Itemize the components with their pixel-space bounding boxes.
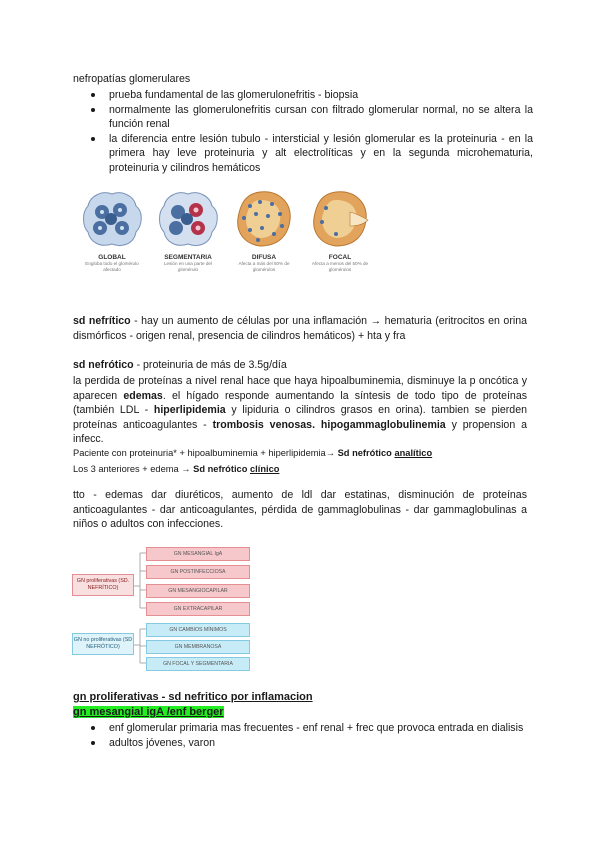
global-glomerulus-image <box>78 188 146 250</box>
figure-sublabel: Engloba todo el glomérulo afectado <box>85 261 139 272</box>
figure-global <box>78 188 146 273</box>
diagram-entry: GN MESANGIAL IgA <box>146 547 250 561</box>
bold-term: trombosis venosas. <box>212 418 316 431</box>
nefrotico-paragraph <box>73 374 527 447</box>
diagram-entry: GN EXTRACAPILAR <box>146 602 250 616</box>
bold-term: hiperlipidemia <box>153 404 226 416</box>
mesangial-bullet-list <box>73 721 533 750</box>
intro-bullet-list <box>73 88 533 175</box>
focal-kidney-image <box>306 188 374 250</box>
diagram-entry: GN MESANGIOCAPILAR <box>146 584 250 598</box>
analitico-line <box>73 446 432 461</box>
diagram-entry: GN POSTINFECCIOSA <box>146 565 250 579</box>
proliferativas-box: GN proliferativas (SD. NEFRÍTICO) <box>72 574 134 596</box>
figure-sublabel: Afecta a menos del 50% de glomérulos <box>311 261 369 272</box>
bold-term: hipogammaglobulinemia <box>320 418 446 431</box>
text-span: y lipiduria o cilindros grasos en orina). tambien se pierden proteínas anticoagulantes - <box>73 404 527 431</box>
clinico-line <box>73 462 279 477</box>
list-item: prueba fundamental de las glomerulonefritis - biopsia <box>73 88 533 103</box>
page-title: nefropatías glomerulares <box>73 73 191 85</box>
diagram-entry: GN MEMBRANOSA <box>146 640 250 654</box>
treatment-paragraph: tto - edemas dar diuréticos, aumento de ldl dar estatinas, disminución de proteínas anticoagulantes - dar anticoagulantes, pérdida de gammaglobulinas - dar gammaglobulinas a niños o adultos con infecciones. <box>73 489 527 530</box>
list-item: enf glomerular primaria mas frecuentes - enf renal + frec que provoca entrada en dialisis <box>73 721 533 736</box>
no-proliferativas-box: GN no proliferativas (SD NEFRÓTICO) <box>72 633 134 655</box>
text-span: Paciente con proteinuria* + hipoalbuminemia + hiperlipidemia→ <box>73 448 338 458</box>
figure-label: DIFUSA <box>251 254 277 261</box>
nefrotico-term: sd nefrótico <box>73 359 134 371</box>
nefrotico-heading <box>73 358 527 373</box>
glomerular-lesion-figure <box>78 188 378 293</box>
bold-term: edemas <box>123 389 163 402</box>
list-item: la diferencia entre lesión tubulo - intersticial y lesión glomerular es la proteinuria - en la primera hay leve proteinuria y alt electrolíticas y en la segunda microhematuria, proteinuria y cilindros hemáticos <box>73 132 533 176</box>
underlined-term: analítico <box>394 448 433 458</box>
list-item: adultos jóvenes, varon <box>73 736 533 751</box>
figure-focal <box>306 188 374 273</box>
nefrotico-text: - proteinuria de más de 3.5g/día <box>133 359 287 371</box>
figure-label: SEGMENTARIA <box>164 254 212 261</box>
figure-label: FOCAL <box>328 254 352 261</box>
section-heading-mesangial: gn mesangial igA /enf berger <box>73 706 224 718</box>
segmental-glomerulus-image <box>154 188 222 250</box>
text-span: . el hígado responde aumentando la síntesis de todo tipo de proteínas (también LDL - <box>73 389 528 416</box>
text-span: y propension a infecc. <box>73 418 527 445</box>
gn-classification-diagram <box>72 546 250 672</box>
section-heading-proliferativas: gn proliferativas - sd nefritico por inflamacion <box>73 691 313 703</box>
figure-difusa <box>230 188 298 273</box>
figure-label: GLOBAL <box>98 254 126 261</box>
nefritico-text: - hay un aumento de células por una inflamación → hematuria (eritrocitos en orina dismórficos - origen renal, presencia de cilindros hemáticos) + hta y fra <box>73 315 527 342</box>
bold-term: Sd nefrótico <box>193 464 250 474</box>
figure-sublabel: Afecta a más del 50% de glomérulos <box>238 261 290 272</box>
nefritico-term: sd nefrítico <box>73 315 131 327</box>
figure-segmentaria <box>154 188 222 273</box>
diagram-entry: GN FOCAL Y SEGMENTARIA <box>146 657 250 671</box>
underlined-term: clínico <box>249 464 280 474</box>
list-item: normalmente las glomerulonefritis cursan con filtrado glomerular normal, no se altera la función renal <box>73 103 533 132</box>
diffuse-kidney-image <box>230 188 298 250</box>
diagram-entry: GN CAMBIOS MÍNIMOS <box>146 623 250 637</box>
text-span: la perdida de proteínas a nivel renal hace que haya hipoalbuminemia, disminuye la p oncótica y aparecen <box>73 375 527 402</box>
bold-term: Sd nefrótico <box>337 448 395 458</box>
text-span: Los 3 anteriores + edema → <box>73 464 194 474</box>
figure-sublabel: Lesión en una parte del glomérulo <box>163 261 213 272</box>
nefritico-paragraph <box>73 314 527 343</box>
